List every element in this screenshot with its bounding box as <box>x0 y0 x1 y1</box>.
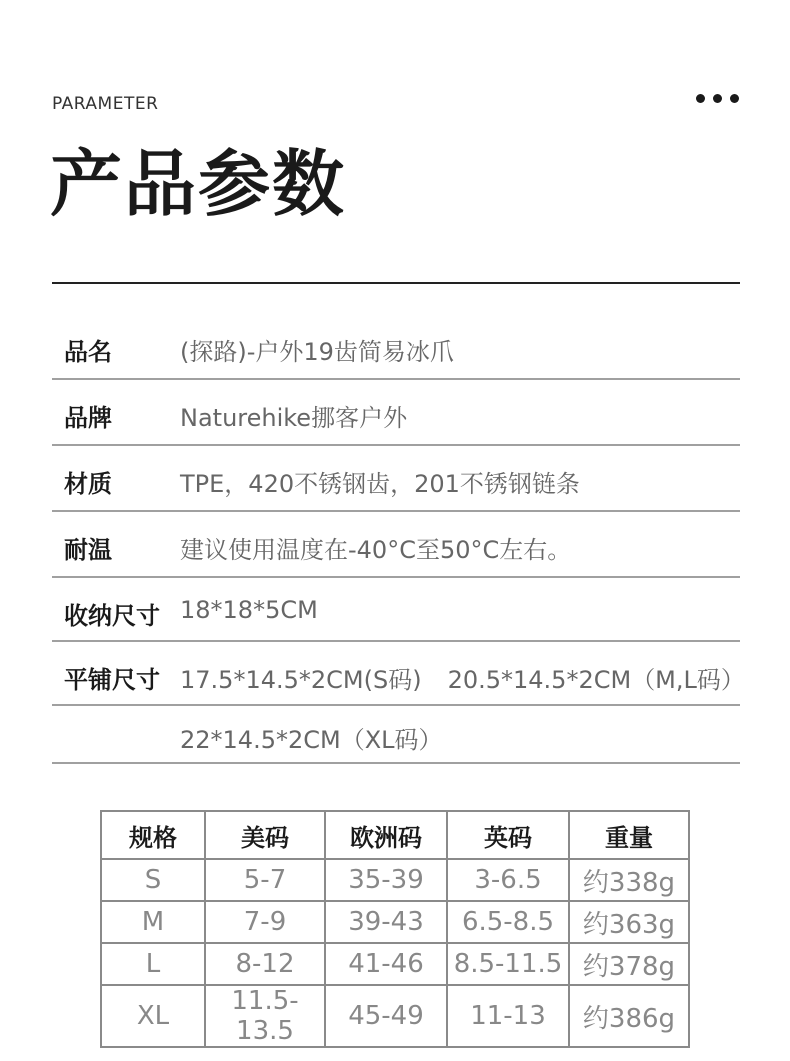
flat-size-ml: 20.5*14.5*2CM（M,L码） <box>447 666 745 694</box>
table-cell: 6.5-8.5 <box>447 901 569 943</box>
spec-row-temperature <box>52 512 740 578</box>
table-cell: 45-49 <box>325 985 447 1047</box>
table-cell: 41-46 <box>325 943 447 985</box>
table-cell: S <box>101 859 205 901</box>
table-cell: M <box>101 901 205 943</box>
table-cell: 约386g <box>569 985 689 1047</box>
table-cell: L <box>101 943 205 985</box>
table-cell: 11.5-13.5 <box>205 985 325 1047</box>
spec-value: Naturehike挪客户外 <box>180 404 408 432</box>
dot <box>713 94 722 103</box>
table-cell: 11-13 <box>447 985 569 1047</box>
dot <box>730 94 739 103</box>
table-row <box>101 985 689 1047</box>
header-size: 规格 <box>101 811 205 859</box>
page-title: 产品参数 <box>50 142 347 226</box>
table-cell: 约378g <box>569 943 689 985</box>
spec-label: 耐温 <box>64 536 112 564</box>
table-cell: 8.5-11.5 <box>447 943 569 985</box>
spec-value: 建议使用温度在-40°C至50°C左右。 <box>180 536 572 564</box>
table-cell: XL <box>101 985 205 1047</box>
table-row <box>101 943 689 985</box>
spec-row-material <box>52 446 740 512</box>
table-cell: 约338g <box>569 859 689 901</box>
title-divider <box>52 282 740 284</box>
size-table <box>100 810 690 1048</box>
parameter-eyebrow: PARAMETER <box>52 94 159 114</box>
table-cell: 约363g <box>569 901 689 943</box>
spec-row-brand <box>52 380 740 446</box>
table-cell: 7-9 <box>205 901 325 943</box>
spec-row-flat-size-xl <box>52 706 740 764</box>
table-cell: 5-7 <box>205 859 325 901</box>
header-us-size: 美码 <box>205 811 325 859</box>
table-cell: 39-43 <box>325 901 447 943</box>
spec-label: 品牌 <box>64 404 112 432</box>
header-weight: 重量 <box>569 811 689 859</box>
table-row <box>101 859 689 901</box>
spec-value: 22*14.5*2CM（XL码） <box>180 726 443 754</box>
table-cell: 35-39 <box>325 859 447 901</box>
dot <box>696 94 705 103</box>
table-cell: 8-12 <box>205 943 325 985</box>
spec-row-storage-size <box>52 578 740 642</box>
spec-value: TPE，420不锈钢齿，201不锈钢链条 <box>180 470 580 498</box>
more-dots-icon[interactable] <box>696 94 739 103</box>
table-row <box>101 901 689 943</box>
table-cell: 3-6.5 <box>447 859 569 901</box>
spec-value: 18*18*5CM <box>180 596 318 624</box>
flat-size-s: 17.5*14.5*2CM(S码) <box>180 666 422 694</box>
spec-row-name <box>52 314 740 380</box>
spec-row-flat-size <box>52 642 745 706</box>
table-header-row <box>101 811 689 859</box>
spec-label: 收纳尺寸 <box>64 602 160 630</box>
spec-label: 材质 <box>64 470 112 498</box>
spec-value <box>180 660 745 695</box>
header-uk-size: 英码 <box>447 811 569 859</box>
spec-label: 平铺尺寸 <box>64 666 160 694</box>
spec-label: 品名 <box>64 338 112 366</box>
header-eu-size: 欧洲码 <box>325 811 447 859</box>
spec-value: (探路)-户外19齿简易冰爪 <box>180 338 454 366</box>
